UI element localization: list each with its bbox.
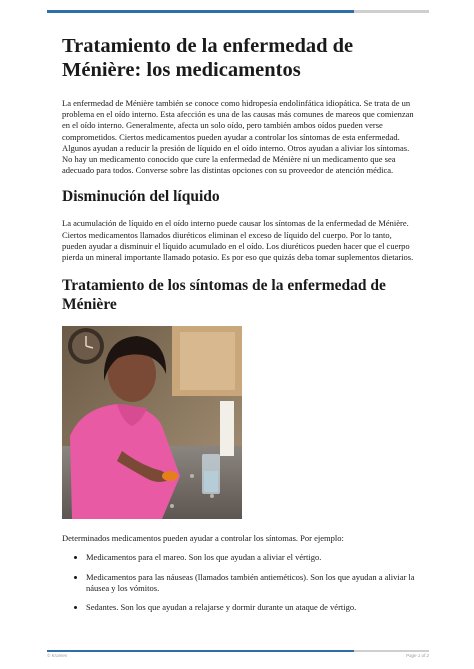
footer-page-number: Page 1 of 2	[405, 653, 429, 658]
symptoms-lead-paragraph: Determinados medicamentos pueden ayudar a controlar los síntomas. Por ejemplo:	[62, 533, 344, 544]
footer-copyright: © Krames	[47, 653, 68, 658]
woman-taking-medication-photo	[62, 326, 242, 519]
medication-list	[62, 552, 417, 613]
list-item: • Medicamentos para las náuseas (llamados también antieméticos). Son los que ayudan a aliviar la náusea y los vómitos.	[86, 572, 417, 594]
fluid-paragraph: La acumulación de líquido en el oído interno puede causar los síntomas de la enfermedad de Ménière. Ciertos medicamentos llamados diuréticos eliminan el exceso de líquido del cuerpo. Por lo tanto, pueden ayudar a disminuir el líquido acumulado en el oído. Los diuréticos pueden hacer que el cuerpo pierda un mineral importante llamado potasio. Es por eso que quizás deba tomar suplementos dietarios.	[62, 218, 414, 263]
photo-illustration	[62, 326, 242, 519]
document-body	[62, 34, 417, 621]
list-item: • Medicamentos para el mareo. Son los que ayudan a aliviar el vértigo.	[86, 552, 417, 563]
page-title: Tratamiento de la enfermedad de Ménière: los medicamentos	[62, 35, 354, 81]
footer-rule-accent	[47, 650, 354, 652]
header-rule	[47, 10, 429, 13]
list-item: • Sedantes. Son los que ayudan a relajarse y dormir durante un ataque de vértigo.	[86, 602, 417, 613]
header-rule-accent	[47, 10, 354, 13]
intro-paragraph: La enfermedad de Ménière también se conoce como hidropesía endolinfática idiopática. Se trata de un problema en el oído interno. Esta afección es una de las causas más comunes de mareos que comienzan en el oído interno. Generalmente, afecta un solo oído, pero también ambos oídos pueden verse comprometidos. Ciertos medicamentos pueden ayudar a controlar los síntomas de esta enfermedad. Algunos ayudan a reducir la presión de líquido en el oído interno. Otros ayudan a aliviar los síntomas. No hay un medicamento conocido que cure la enfermedad de Ménière ni un medicamento que sea adecuado para todos. Converse sobre las distintas opciones con su proveedor de atención médica.	[62, 98, 414, 176]
section-heading-fluid: Disminución del líquido	[62, 188, 220, 206]
footer-rule	[47, 650, 429, 652]
section-heading-symptoms: Tratamiento de los síntomas de la enfermedad de Ménière	[62, 277, 386, 314]
